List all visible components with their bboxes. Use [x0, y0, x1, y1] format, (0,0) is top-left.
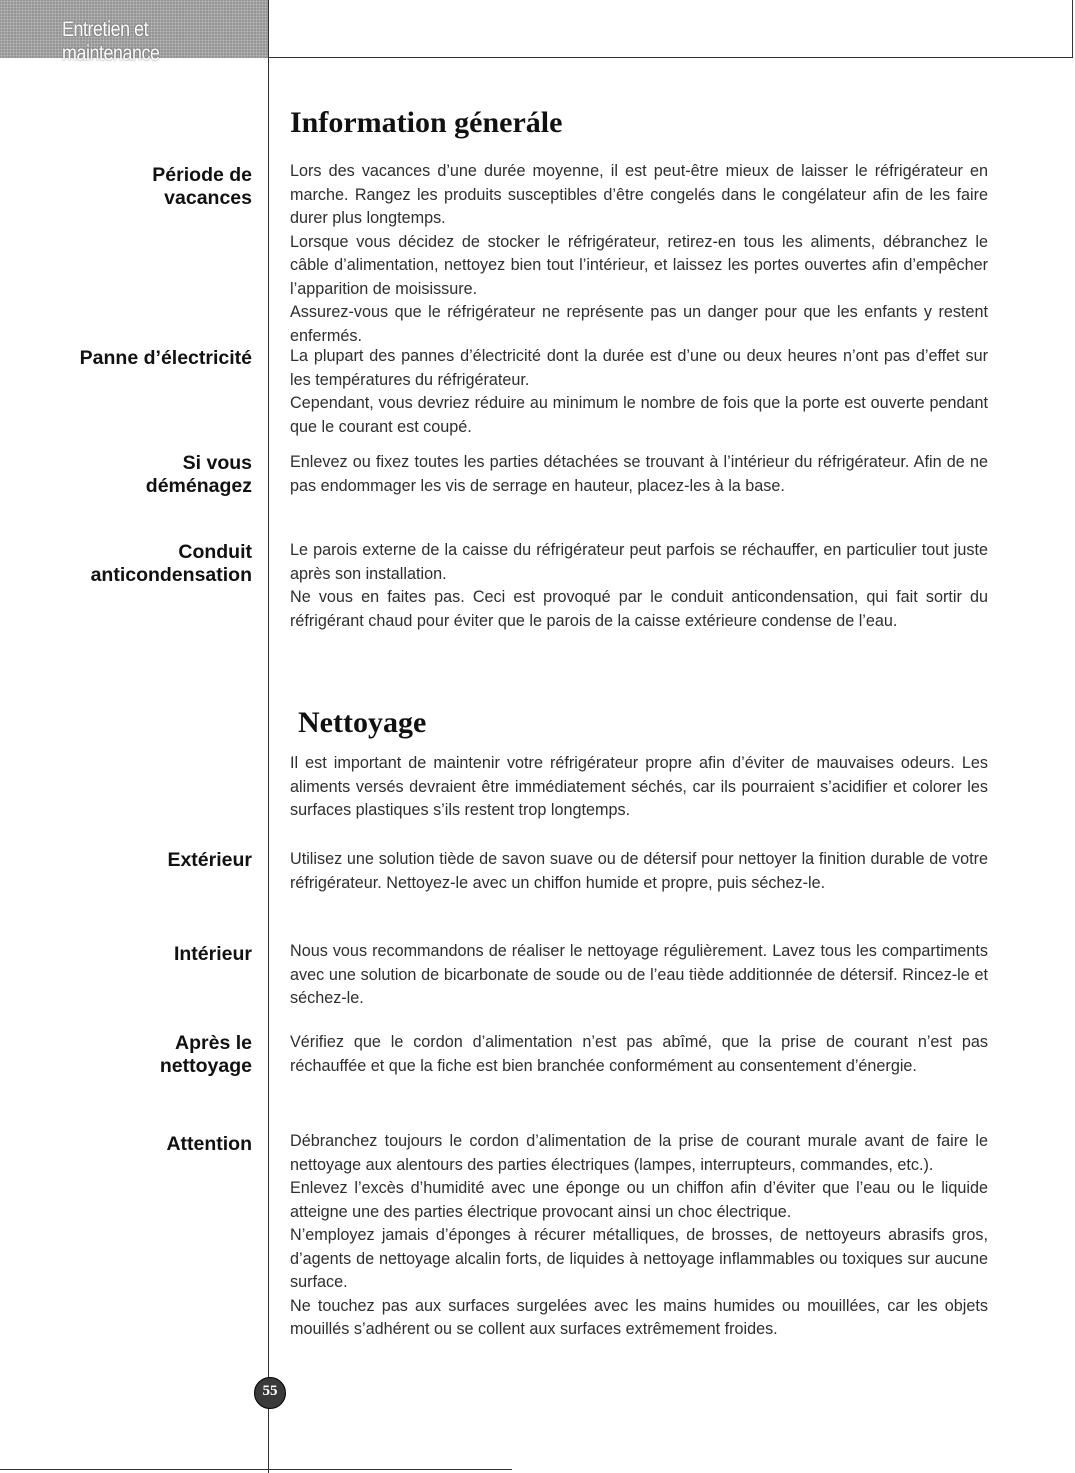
header-rule	[268, 57, 1073, 58]
paragraph-vacances: Lors des vacances d’une durée moyenne, il est peut-être mieux de laisser le réfrigérateur en marche. Rangez les produits susceptibles d’être congelés dans le congélateur afin de les faire durer plus longtemps. Lorsque vous décidez de stocker le réfrigérateur, retirez-en tous les aliments, débranchez le câble d’alimentation, nettoyez bien tout l’intérieur, et laissez les portes ouvertes afin d’empêcher l’apparition de moisissure. Assurez-vous que le réfrigérateur ne représente pas un danger pour que les enfants y restent enfermés.	[290, 162, 988, 345]
side-label-vacances: Période de vacances	[152, 164, 252, 209]
paragraph-attention: Débranchez toujours le cordon d’alimentation de la prise de courant murale avant de faire le nettoyage aux alentours des parties électriques (lampes, interrupteurs, commandes, etc.). Enlevez l’excès d’humidité avec une éponge ou un chiffon afin d’éviter que l’eau ou le liquide atteigne une des parties électrique provocant ainsi un choc électrique. N’employez jamais d’éponges à récurer métalliques, de brosses, de nettoyeurs abrasifs gros, d’agents de nettoyage alcalin forts, de liquides à nettoyage inflammables ou toxiques sur aucune surface. Ne touchez pas aux surfaces surgelées avec les mains humides ou mouillées, car les objets mouillés s’adhérent ou se collent aux surfaces extrêmement froides.	[290, 1132, 988, 1338]
side-label-panne: Panne d’électricité	[79, 347, 252, 369]
side-label-exterieur: Extérieur	[167, 849, 252, 871]
chapter-title: Entretien et maintenance	[62, 18, 160, 65]
footer-rule	[0, 1469, 512, 1470]
margin-rule	[268, 0, 269, 1473]
page-number-badge	[254, 1377, 286, 1409]
side-label-attention: Attention	[166, 1133, 252, 1155]
chapter-tab	[0, 0, 268, 65]
paragraph-exterieur: Utilisez une solution tiède de savon suave ou de détersif pour nettoyer la finition durable de votre réfrigérateur. Nettoyez-le avec un chiffon humide et propre, puis séchez-le.	[290, 850, 988, 892]
header-right-rule	[1072, 0, 1073, 58]
paragraph-apres-nettoyage: Vérifiez que le cordon d’alimentation n’est pas abîmé, que la prise de courant n’est pas réchauffée et que la fiche est bien branchée conformément au consentement d’énergie.	[290, 1033, 988, 1075]
paragraph-demenagez: Enlevez ou fixez toutes les parties détachées se trouvant à l’intérieur du réfrigérateur. Afin de ne pas endommager les vis de serrage en hauteur, placez-les à la base.	[290, 453, 988, 495]
paragraph-conduit: Le parois externe de la caisse du réfrigérateur peut parfois se réchauffer, en particulier tout juste après son installation. Ne vous en faites pas. Ceci est provoqué par le conduit anticondensation, qui fait sortir du réfrigérant chaud pour éviter que le parois de la caisse extérieure condense de l’eau.	[290, 541, 988, 630]
page-number: 55	[262, 1383, 278, 1399]
section-heading-cleaning: Nettoyage	[298, 706, 427, 739]
side-label-conduit: Conduit anticondensation	[90, 541, 252, 586]
paragraph-interieur: Nous vous recommandons de réaliser le nettoyage régulièrement. Lavez tous les compartiments avec une solution de bicarbonate de soude ou de l’eau tiède additionnée de détersif. Rincez-le et séchez-le.	[290, 942, 988, 1007]
side-label-demenagez: Si vous déménagez	[145, 452, 252, 497]
section-heading-general: Information génerále	[290, 106, 563, 139]
side-label-apres-nettoyage: Après le nettoyage	[159, 1032, 252, 1077]
side-label-interieur: Intérieur	[173, 943, 252, 965]
paragraph-panne: La plupart des pannes d’électricité dont la durée est d’une ou deux heures n’ont pas d’effet sur les températures du réfrigérateur. Cependant, vous devriez réduire au minimum le nombre de fois que la porte est ouverte pendant que le courant est coupé.	[290, 347, 988, 436]
paragraph-cleaning-intro: Il est important de maintenir votre réfrigérateur propre afin d’éviter de mauvaises odeurs. Les aliments versés devraient être immédiatement séchés, car ils pourraient s’acidifier et colorer les surfaces plastiques s’ils restent trop longtemps.	[290, 754, 988, 819]
